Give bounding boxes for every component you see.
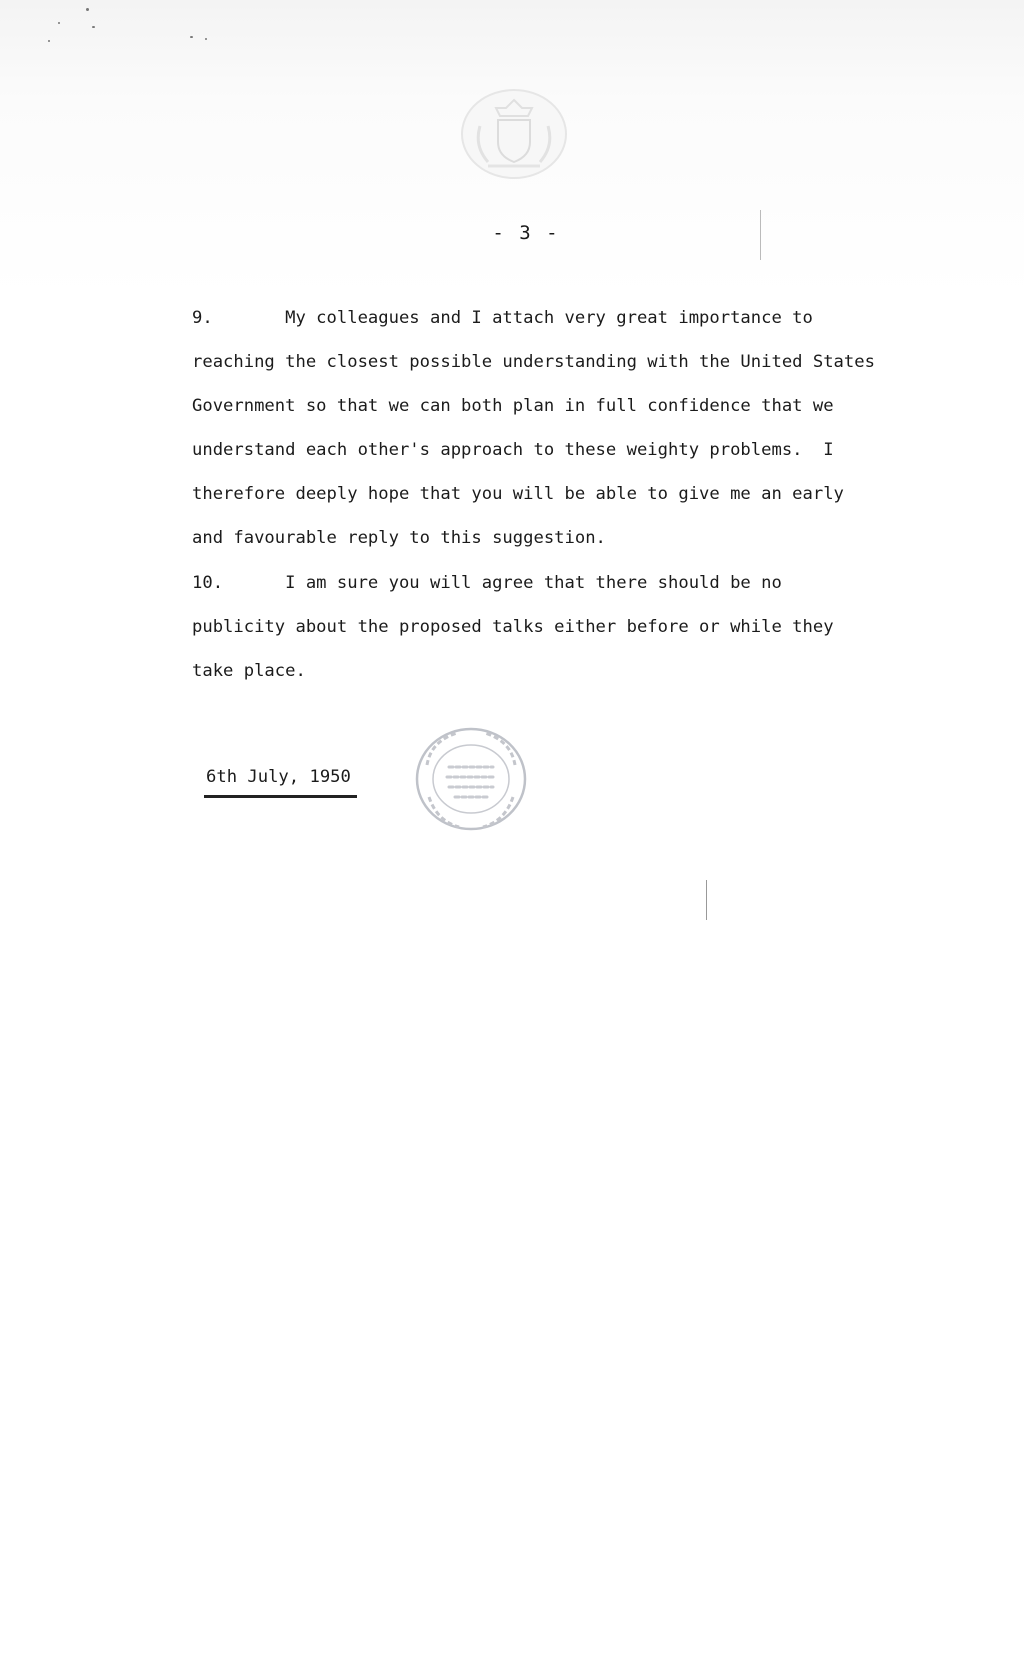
paragraph-line: and favourable reply to this suggestion. <box>192 528 606 548</box>
coat-of-arms-emboss-icon <box>458 86 570 182</box>
paper-speck <box>205 38 207 40</box>
paper-speck <box>58 22 60 24</box>
date-underline <box>204 795 357 798</box>
archive-stamp-icon <box>413 725 529 833</box>
paragraph-line: understand each other's approach to these weighty problems. I <box>192 440 834 460</box>
paper-speck <box>190 36 193 38</box>
paragraph-line: Government so that we can both plan in full confidence that we <box>192 396 834 416</box>
paragraph-line: 10. I am sure you will agree that there should be no <box>192 573 782 593</box>
paper-speck <box>48 40 50 42</box>
letter-date: 6th July, 1950 <box>206 767 351 787</box>
paragraph-line: therefore deeply hope that you will be able to give me an early <box>192 484 844 504</box>
paragraph-line: publicity about the proposed talks either before or while they <box>192 617 834 637</box>
paragraph-9 <box>192 296 912 560</box>
paper-mark <box>706 880 707 920</box>
paragraph-10 <box>192 561 912 693</box>
page-number: - 3 - <box>492 222 560 244</box>
paper-speck <box>86 8 89 11</box>
paragraph-line: reaching the closest possible understanding with the United States <box>192 352 875 372</box>
paper-speck <box>92 26 95 28</box>
paragraph-line: take place. <box>192 661 306 681</box>
paragraph-line: 9. My colleagues and I attach very great importance to <box>192 308 813 328</box>
paper-mark <box>760 210 761 260</box>
